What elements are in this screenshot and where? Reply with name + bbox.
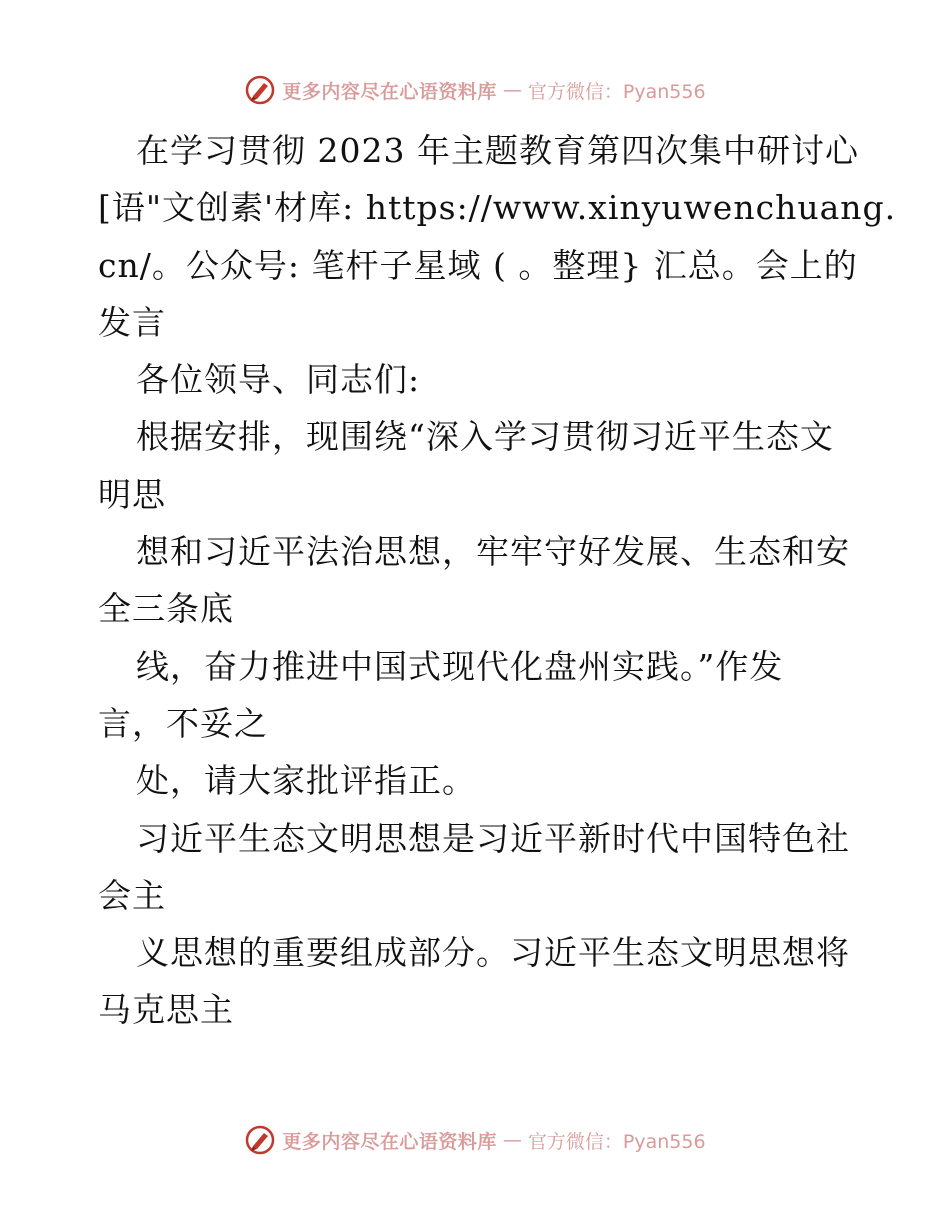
body-line-text: 义思想的重要组成部分。习近平生态文明思想将 <box>136 933 850 973</box>
pen-logo-icon <box>244 1124 276 1156</box>
body-line-text: 在学习贯彻 2023 年主题教育第四次集中研讨心 <box>136 131 859 170</box>
header-watermark <box>0 70 950 110</box>
body-line <box>98 810 858 867</box>
document-body <box>98 122 897 1039</box>
body-line <box>98 523 858 580</box>
watermark-main-text: 更多内容尽在心语资料库 <box>282 80 497 103</box>
watermark-dash: — <box>502 1129 522 1151</box>
body-line <box>98 408 858 465</box>
watermark-wechat-text: 官方微信：Pyan556 <box>527 80 706 103</box>
pen-logo-icon <box>244 74 276 106</box>
body-line-text: 习近平生态文明思想是习近平新时代中国特色社 <box>136 818 850 858</box>
body-line-text: 各位领导、同志们: <box>136 360 421 400</box>
body-line <box>98 466 858 523</box>
body-line <box>98 179 897 236</box>
body-line-text: 根据安排，现围绕“深入学习贯彻习近平生态文 <box>136 417 834 457</box>
body-line-text: cn/。公众号: 笔杆子星域 ( 。整理} 汇总。会上的 <box>98 245 858 285</box>
body-line-text: 明思 <box>98 474 166 514</box>
body-line <box>98 867 858 924</box>
body-line <box>98 752 858 809</box>
body-line-text: 处，请大家批评指正。 <box>136 761 476 801</box>
body-line <box>98 237 858 294</box>
body-line-text: 发言 <box>98 302 166 342</box>
watermark-main-text: 更多内容尽在心语资料库 <box>282 1130 497 1153</box>
body-line <box>98 294 858 351</box>
body-line-text: 会主 <box>98 875 166 915</box>
body-line-text: 马克思主 <box>98 990 234 1030</box>
body-line <box>98 580 858 637</box>
body-line <box>98 122 858 179</box>
body-line-text: 全三条底 <box>98 589 234 629</box>
body-line-text: 想和习近平法治思想，牢牢守好发展、生态和安 <box>136 532 850 572</box>
body-line <box>98 695 858 752</box>
body-line <box>98 351 858 408</box>
body-line-text: 言，不妥之 <box>98 703 268 743</box>
watermark-wechat-text: 官方微信：Pyan556 <box>527 1130 706 1153</box>
footer-watermark <box>0 1120 950 1160</box>
body-line-text: [语"文创素'材库: https://www.xinyuwenchuang. <box>98 188 897 228</box>
body-line-text: 线，奋力推进中国式现代化盘州实践。”作发 <box>136 646 784 686</box>
watermark-dash: — <box>502 79 522 101</box>
body-line <box>98 924 858 981</box>
body-line <box>98 981 858 1038</box>
body-line <box>98 638 858 695</box>
